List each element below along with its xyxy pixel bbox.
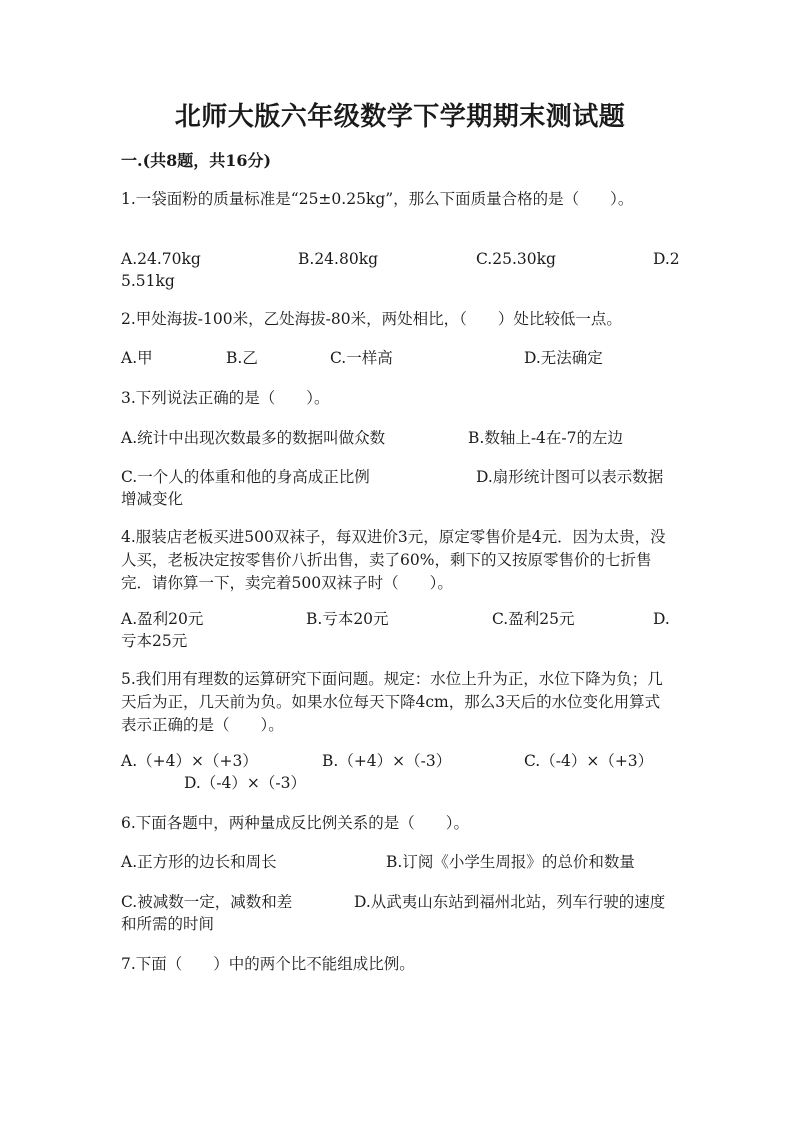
option-d: D.无法确定 (524, 349, 603, 367)
option-d: D. (653, 610, 670, 628)
option-d-continuation: 5.51kg (121, 272, 175, 290)
option-d-continuation: 增减变化 (121, 490, 184, 508)
option-c: C.一样高 (330, 349, 393, 367)
option-d-continuation: 亏本25元 (121, 632, 188, 650)
option-d: D.从武夷山东站到福州北站，列车行驶的速度 (354, 893, 666, 911)
question-stem: 5.我们用有理数的运算研究下面问题。规定：水位上升为正，水位下降为负；几天后为正，几天前为负。如果水位每天下降4cm，那么3天后的水位变化用算式表示正确的是（ ）。 (121, 670, 663, 734)
option-b: B.乙 (226, 349, 258, 367)
option-d-continuation: 和所需的时间 (121, 915, 215, 933)
option-c: C.盈利25元 (492, 610, 575, 628)
question-stem: 4.服装店老板买进500双袜子，每双进价3元，原定零售价是4元．因为太贵，没人买，老板决定按零售价八折出售，卖了60%，剩下的又按原零售价的七折售完．请你算一下，卖完着500双袜子时（ ）。 (121, 528, 666, 592)
question-stem: 7.下面（ ）中的两个比不能组成比例。 (121, 955, 415, 973)
option-c: C.（-4）×（+3） (524, 752, 654, 770)
option-d: D.2 (653, 250, 680, 268)
option-a: A.甲 (121, 349, 153, 367)
option-a: A.统计中出现次数最多的数据叫做众数 (121, 429, 386, 447)
option-d: D.扇形统计图可以表示数据 (476, 468, 664, 486)
option-a: A.正方形的边长和周长 (121, 853, 277, 871)
option-a: A.（+4）×（+3） (121, 752, 258, 770)
question-stem: 1.一袋面粉的质量标准是“25±0.25kg”，那么下面质量合格的是（ ）。 (121, 190, 634, 208)
option-b: B.订阅《小学生周报》的总价和数量 (386, 853, 635, 871)
option-c: C.25.30kg (476, 250, 556, 268)
page-title: 北师大版六年级数学下学期期末测试题 (174, 102, 626, 132)
question-stem: 3.下列说法正确的是（ ）。 (121, 389, 330, 407)
section-heading: 一.(共8题，共16分) (121, 151, 272, 170)
question-stem: 2.甲处海拔-100米，乙处海拔-80米，两处相比，（ ）处比较低一点。 (121, 310, 622, 328)
option-a: A.24.70kg (121, 250, 201, 268)
option-a: A.盈利20元 (121, 610, 204, 628)
option-c: C.被减数一定，减数和差 (121, 893, 293, 911)
option-b: B.（+4）×（-3） (322, 752, 452, 770)
option-b: B.数轴上-4在-7的左边 (468, 429, 624, 447)
question-stem: 6.下面各题中，两种量成反比例关系的是（ ）。 (121, 814, 470, 832)
option-b: B.亏本20元 (306, 610, 389, 628)
option-c: C.一个人的体重和他的身高成正比例 (121, 468, 370, 486)
option-d: D.（-4）×（-3） (184, 774, 306, 792)
option-b: B.24.80kg (298, 250, 379, 268)
